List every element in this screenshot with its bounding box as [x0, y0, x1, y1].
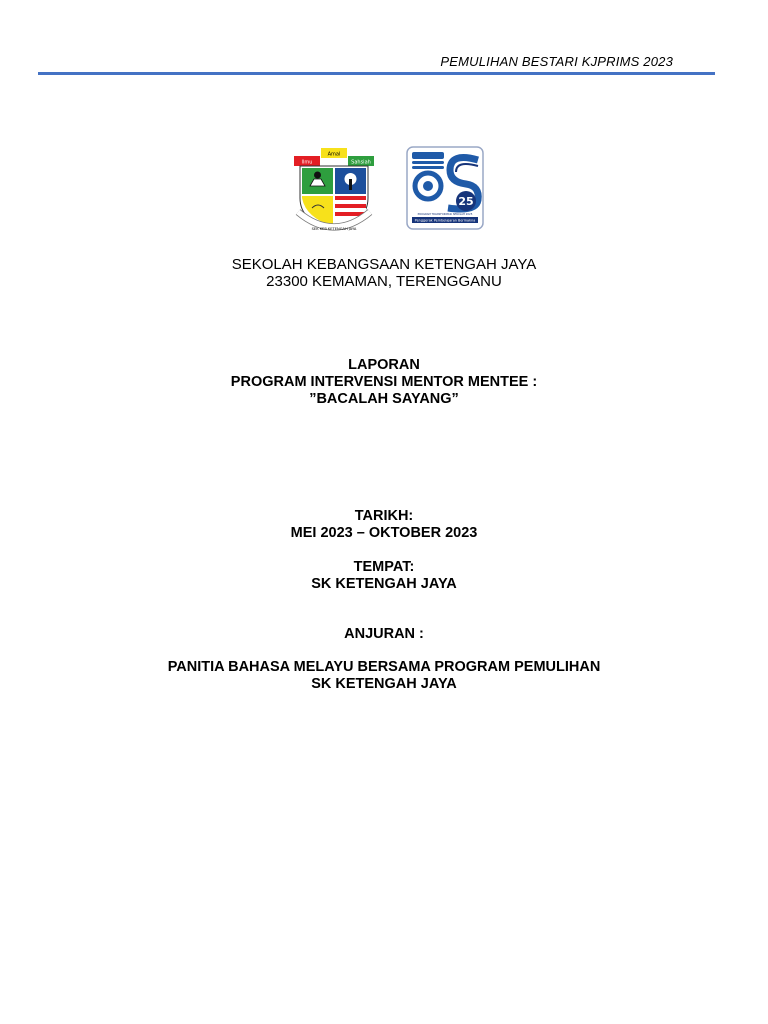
school-name: SEKOLAH KEBANGSAAN KETENGAH JAYA — [231, 256, 537, 273]
crest-banner-left: Ilmu — [301, 159, 313, 166]
school-crest-icon — [294, 146, 374, 234]
report-title — [0, 357, 768, 408]
place-label: TEMPAT: — [353, 559, 415, 575]
organizer-line-2: SK KETENGAH JAYA — [311, 676, 457, 692]
report-program-name: ”BACALAH SAYANG” — [309, 391, 459, 407]
date-value: MEI 2023 – OKTOBER 2023 — [290, 525, 478, 541]
tss-number: 25 — [458, 195, 474, 208]
header-rule — [38, 72, 715, 75]
crest-banner-center: Amal — [327, 151, 341, 158]
date-section — [0, 508, 768, 542]
crest-ribbon-text: SEK KEB KETENGAH JAYA — [311, 227, 357, 231]
school-address: 23300 KEMAMAN, TERENGGANU — [266, 273, 502, 290]
logo-row — [0, 144, 768, 234]
place-section — [0, 559, 768, 593]
organizer-line-1: PANITIA BAHASA MELAYU BERSAMA PROGRAM PEMULIHAN — [167, 659, 601, 675]
report-label: LAPORAN — [348, 357, 420, 373]
crest-banner-right: Sahsiah — [351, 159, 371, 166]
tss-25-logo-icon — [406, 146, 484, 230]
date-label: TARIKH: — [354, 508, 414, 524]
place-value: SK KETENGAH JAYA — [311, 576, 457, 592]
organizer-section — [0, 659, 768, 693]
tss-caption-bottom: Penggerak Pembelajaran Bermakna — [414, 218, 476, 223]
organizer-label-section — [0, 626, 768, 643]
organizer-label: ANJURAN : — [344, 626, 424, 642]
running-header: PEMULIHAN BESTARI KJPRIMS 2023 — [440, 54, 673, 69]
tss-caption-top: PROGRAM TRANSFORMASI SEKOLAH 2025 — [417, 213, 473, 216]
school-info — [0, 256, 768, 290]
report-program: PROGRAM INTERVENSI MENTOR MENTEE : — [230, 374, 538, 390]
